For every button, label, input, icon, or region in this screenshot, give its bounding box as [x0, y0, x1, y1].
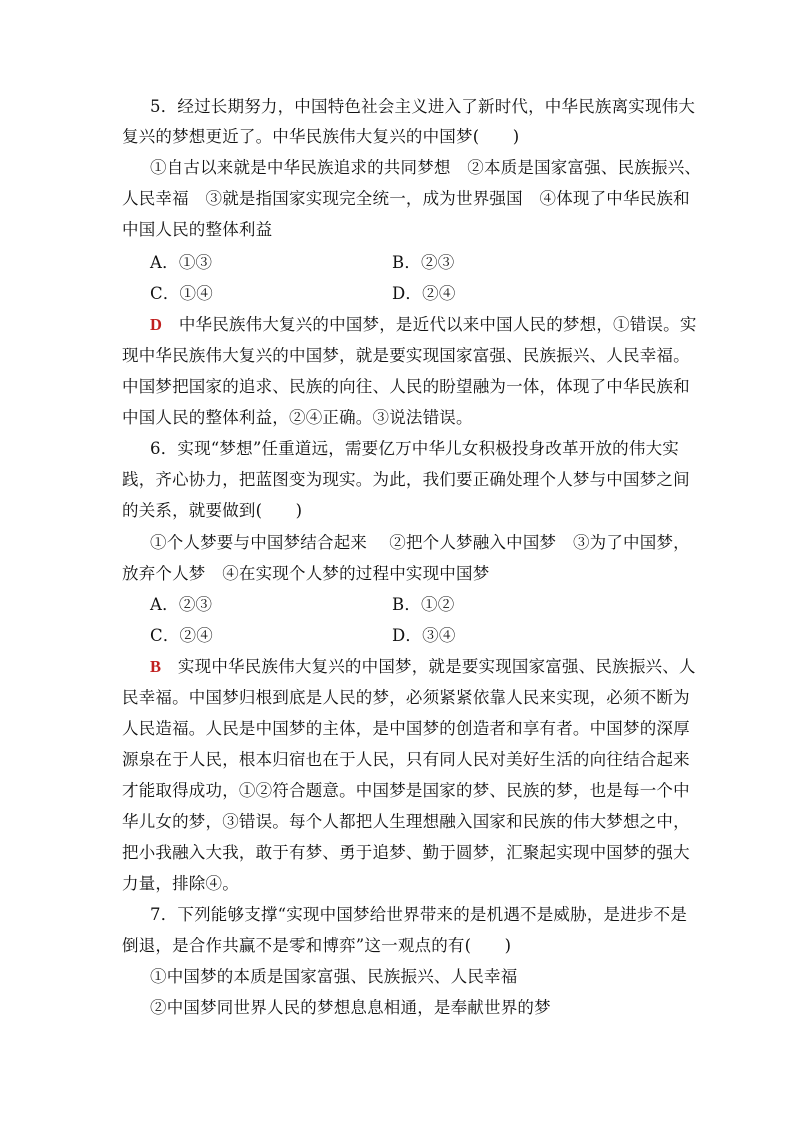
q5-explanation-text-1: 中华民族伟大复兴的中国梦，是近代以来中国人民的梦想，①错误。实 [162, 315, 697, 334]
q5-answer: D [150, 315, 163, 334]
q6-stem-line-1: 6．实现“梦想”任重道远，需要亿万中华儿女积极投身改革开放的伟大实 [150, 439, 679, 458]
q6-explanation-line-1 [150, 656, 696, 678]
q5-option-d: D．②④ [392, 284, 456, 303]
q6-statement-line-1: ①个人梦要与中国梦结合起来 ②把个人梦融入中国梦 ③为了中国梦， [150, 533, 690, 552]
q5-statement-line-1: ①自古以来就是中华民族追求的共同梦想 ②本质是国家富强、民族振兴、 [150, 158, 702, 177]
q6-explanation-line-6: 华儿女的梦，③错误。每个人都把人生理想融入国家和民族的伟大梦想之中， [122, 812, 690, 831]
q6-statement-line-2: 放弃个人梦 ④在实现个人梦的过程中实现中国梦 [122, 564, 490, 583]
q5-option-b: B．②③ [392, 253, 455, 272]
q6-option-c: C．②④ [150, 626, 213, 645]
q7-stem-line-1: 7．下列能够支撑“实现中国梦给世界带来的是机遇不是威胁，是进步不是 [150, 905, 688, 924]
q5-option-a: A．①③ [150, 253, 213, 272]
q5-explanation-line-1 [150, 314, 697, 336]
q6-explanation-line-5: 才能取得成功，①②符合题意。中国梦是国家的梦、民族的梦，也是每一个中 [122, 781, 690, 800]
q7-statement-line-1: ①中国梦的本质是国家富强、民族振兴、人民幸福 [150, 967, 518, 986]
q5-explanation-line-3: 中国梦把国家的追求、民族的向往、人民的盼望融为一体，体现了中华民族和 [122, 377, 690, 396]
q6-option-a: A．②③ [150, 595, 213, 614]
q5-stem-line-2: 复兴的梦想更近了。中华民族伟大复兴的中国梦( ) [122, 127, 520, 146]
q6-explanation-line-7: 把小我融入大我，敢于有梦、勇于追梦、勤于圆梦，汇聚起实现中国梦的强大 [122, 843, 690, 862]
q5-statement-line-3: 中国人民的整体利益 [122, 220, 273, 239]
q5-explanation-line-2: 现中华民族伟大复兴的中国梦，就是要实现国家富强、民族振兴、人民幸福。 [122, 346, 690, 365]
q6-explanation-line-2: 民幸福。中国梦归根到底是人民的梦，必须紧紧依靠人民来实现，必须不断为 [122, 688, 690, 707]
q5-explanation-line-4: 中国人民的整体利益，②④正确。③说法错误。 [122, 408, 473, 427]
q6-option-d: D．③④ [392, 626, 456, 645]
q7-stem-line-2: 倒退，是合作共赢不是零和博弈”这一观点的有( ) [122, 936, 512, 955]
q5-statement-line-2: 人民幸福 ③就是指国家实现完全统一，成为世界强国 ④体现了中华民族和 [122, 189, 690, 208]
q6-answer: B [150, 657, 162, 676]
q6-explanation-line-4: 源泉在于人民，根本归宿也在于人民，只有同人民对美好生活的向往结合起来 [122, 750, 690, 769]
q6-stem-line-2: 践，齐心协力，把蓝图变为现实。为此，我们要正确处理个人梦与中国梦之间 [122, 470, 690, 489]
q6-option-b: B．①② [392, 595, 455, 614]
q5-stem-line-1: 5．经过长期努力，中国特色社会主义进入了新时代，中华民族离实现伟大 [150, 97, 696, 116]
q5-option-c: C．①④ [150, 284, 213, 303]
q6-explanation-line-8: 力量，排除④。 [122, 874, 239, 893]
q7-statement-line-2: ②中国梦同世界人民的梦想息息相通，是奉献世界的梦 [150, 998, 551, 1017]
q6-explanation-line-3: 人民造福。人民是中国梦的主体，是中国梦的创造者和享有者。中国梦的深厚 [122, 719, 690, 738]
q6-stem-line-3: 的关系，就要做到( ) [122, 501, 303, 520]
q6-explanation-text-1: 实现中华民族伟大复兴的中国梦，就是要实现国家富强、民族振兴、人 [161, 657, 696, 676]
